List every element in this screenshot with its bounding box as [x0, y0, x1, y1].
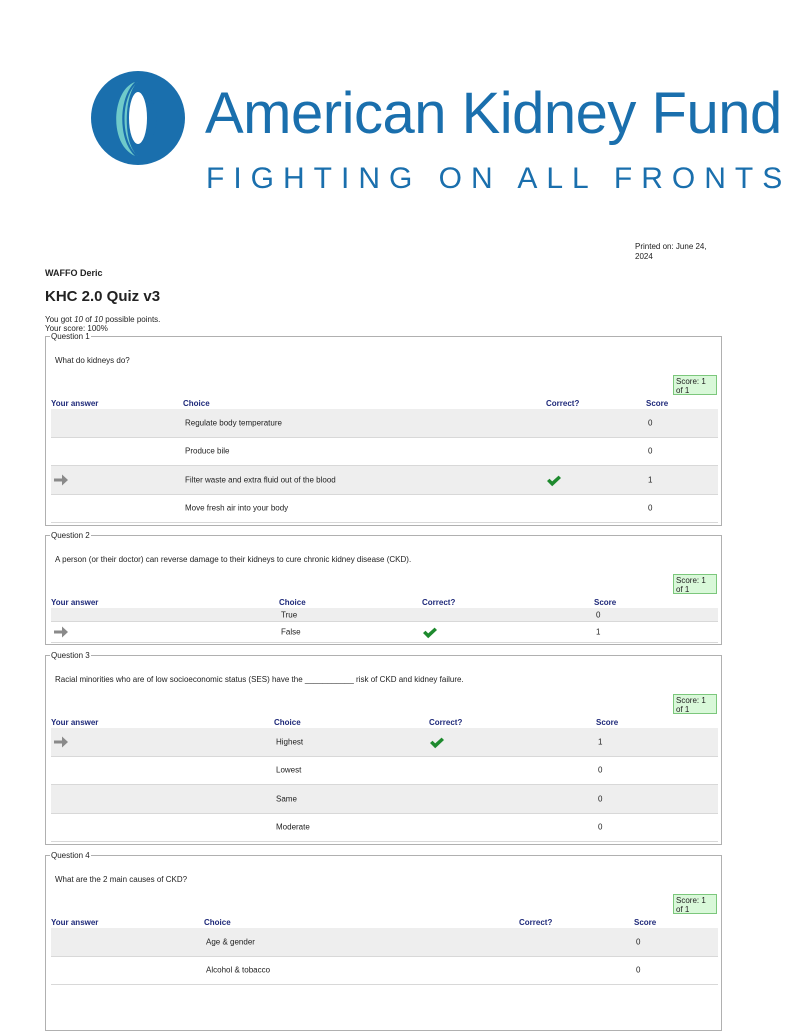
answer-row: [51, 957, 718, 986]
question-legend: Question 2: [51, 531, 90, 540]
points-prefix: You got: [45, 315, 75, 324]
answer-row: [51, 728, 718, 757]
header-choice: Choice: [279, 598, 306, 607]
score-line: Your score: 100%: [45, 324, 108, 333]
choice-text: Produce bile: [185, 446, 230, 456]
choice-score: 1: [598, 737, 603, 747]
choice-text: Filter waste and extra fluid out of the blood: [185, 475, 336, 485]
header-your-answer: Your answer: [51, 918, 99, 927]
header-your-answer: Your answer: [51, 598, 99, 607]
choice-text: Alcohol & tobacco: [206, 965, 271, 975]
header-your-answer: Your answer: [51, 399, 99, 408]
choice-score: 0: [636, 965, 641, 975]
question-text: What do kidneys do?: [55, 356, 130, 365]
answer-row: [51, 785, 718, 814]
question-legend: Question 1: [51, 332, 90, 341]
choice-score: 1: [648, 475, 653, 485]
header-your-answer: Your answer: [51, 718, 99, 727]
choice-score: 0: [598, 765, 603, 775]
correct-checkmark-icon: [422, 626, 438, 638]
choice-score: 0: [648, 418, 653, 428]
question-text: What are the 2 main causes of CKD?: [55, 875, 188, 884]
question-legend: Question 3: [51, 651, 90, 660]
choice-text: False: [281, 627, 301, 637]
points-total: 10: [94, 315, 104, 324]
question-score-box: Score: 1 of 1: [673, 375, 717, 395]
quiz-title: KHC 2.0 Quiz v3: [45, 288, 161, 305]
answer-row: [51, 466, 718, 495]
question-4: [45, 851, 722, 1031]
question-3: [45, 651, 722, 845]
selected-answer-arrow-icon: [53, 735, 69, 749]
logo-name: American Kidney Fund: [205, 81, 782, 146]
choice-score: 0: [598, 822, 603, 832]
header-score: Score: [646, 399, 669, 408]
choice-text: Lowest: [276, 765, 302, 775]
header-choice: Choice: [274, 718, 301, 727]
answer-row: [51, 438, 718, 467]
points-got: 10: [74, 315, 83, 324]
correct-checkmark-icon: [546, 474, 562, 486]
choice-text: Same: [276, 794, 297, 804]
choice-score: 0: [648, 503, 653, 513]
printed-on-date: Printed on: June 24, 2024: [635, 242, 707, 261]
points-line: [45, 315, 160, 324]
header-score: Score: [634, 918, 657, 927]
selected-answer-arrow-icon: [53, 625, 69, 639]
header-correct: Correct?: [546, 399, 580, 408]
question-2: [45, 531, 722, 645]
choice-score: 0: [648, 446, 653, 456]
header-score: Score: [596, 718, 619, 727]
akf-logo: [0, 60, 791, 210]
choice-text: Highest: [276, 737, 304, 747]
answer-row: [51, 814, 718, 843]
choice-text: Age & gender: [206, 937, 255, 947]
question-legend: Question 4: [51, 851, 90, 860]
student-name: WAFFO Deric: [45, 268, 103, 278]
question-1: [45, 332, 722, 526]
choice-text: Regulate body temperature: [185, 418, 282, 428]
choice-score: 0: [598, 794, 603, 804]
answer-row: [51, 757, 718, 786]
question-score-box: Score: 1 of 1: [673, 574, 717, 594]
points-mid: of: [82, 315, 95, 324]
answer-row: [51, 608, 718, 622]
question-text: Racial minorities who are of low socioeconomic status (SES) have the ___________ risk of CKD and kidney failure.: [55, 675, 464, 684]
question-score-box: Score: 1 of 1: [673, 694, 717, 714]
header-correct: Correct?: [429, 718, 463, 727]
choice-text: True: [281, 610, 298, 619]
selected-answer-arrow-icon: [53, 473, 69, 487]
score-summary: [45, 315, 160, 333]
header-choice: Choice: [183, 399, 210, 408]
header-correct: Correct?: [422, 598, 456, 607]
logo-tagline: FIGHTING ON ALL FRONTS: [206, 162, 791, 195]
question-text: A person (or their doctor) can reverse damage to their kidneys to cure chronic kidney disease (CKD).: [55, 555, 412, 564]
answer-row: [51, 622, 718, 643]
answer-row: [51, 495, 718, 524]
choice-score: 0: [636, 937, 641, 947]
answer-row: [51, 928, 718, 957]
choice-text: Move fresh air into your body: [185, 503, 289, 513]
choice-score: 0: [596, 610, 601, 619]
choice-text: Moderate: [276, 822, 310, 832]
answer-row: [51, 409, 718, 438]
points-suffix: possible points.: [103, 315, 161, 324]
header-correct: Correct?: [519, 918, 553, 927]
header-choice: Choice: [204, 918, 231, 927]
question-score-box: Score: 1 of 1: [673, 894, 717, 914]
choice-score: 1: [596, 627, 601, 637]
header-score: Score: [594, 598, 617, 607]
kidney-logo-icon: [88, 70, 188, 166]
correct-checkmark-icon: [429, 736, 445, 748]
